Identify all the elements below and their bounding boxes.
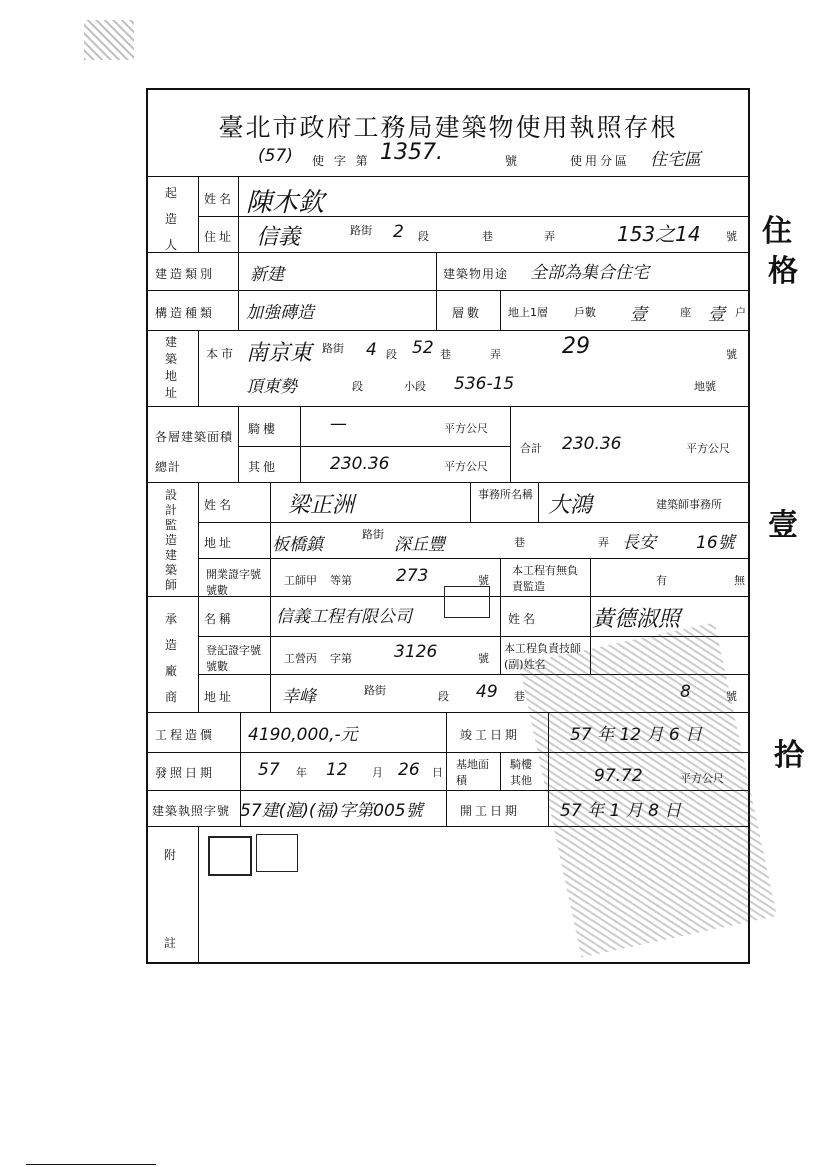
row-line (146, 482, 750, 483)
site-city-label: 本市 (206, 347, 237, 361)
remarks-label-top: 附 (164, 848, 180, 862)
architect-office: 大鴻 (548, 493, 593, 518)
arcade-value: — (330, 414, 347, 434)
architect-lane-suffix: 巷 (514, 536, 525, 549)
completion-label: 竣工日期 (460, 728, 521, 742)
row-line (198, 522, 750, 523)
permit-number-label: 使 字 第 (312, 154, 371, 168)
seal-stamp (256, 834, 298, 872)
total-label: 合計 (520, 442, 542, 455)
architect-responsible-none: 無 (734, 574, 745, 587)
row-line (146, 290, 750, 291)
architect-alley-suffix: 弄 (598, 536, 609, 549)
permit-number: 1357. (380, 140, 443, 165)
site-lot-suffix: 地號 (694, 380, 716, 393)
col-line (238, 406, 239, 482)
contractor-address-label: 地址 (204, 690, 235, 704)
site-number: 29 (562, 334, 590, 359)
col-line (238, 176, 239, 252)
document-title: 臺北市政府工務局建築物使用執照存根 (218, 113, 678, 142)
site-area-unit: 平方公尺 (680, 772, 724, 785)
col-line (198, 176, 199, 252)
contractor-name: 信義工程有限公司 (276, 607, 412, 627)
area-section-label: 各層建築面積總計 (155, 430, 234, 474)
structure-label: 構造種類 (155, 306, 216, 320)
applicant-house-suffix: 號 (726, 230, 737, 243)
site-lane-no: 52 (412, 338, 434, 358)
buildings-suffix: 座 (680, 306, 691, 319)
row-line (146, 406, 750, 407)
col-line (500, 596, 501, 674)
applicant-road-suffix: 路街 (350, 224, 372, 237)
seal-stamp (208, 836, 252, 876)
site-road: 南京東 (246, 341, 313, 366)
applicant-address-label: 住址 (204, 230, 235, 244)
cost-label: 工程造價 (155, 728, 216, 742)
start-label: 開工日期 (460, 804, 521, 818)
row-line (146, 252, 750, 253)
site-land-section-suffix: 段 (352, 380, 363, 393)
architect-office-label: 事務所名稱 (478, 488, 533, 501)
issue-label: 發照日期 (155, 766, 216, 780)
use-value: 全部為集合住宅 (530, 263, 649, 283)
issue-day: 26 (398, 760, 420, 780)
contractor-section-label: 承造廠商 (164, 612, 177, 704)
architect-section-label: 設計監造建築師 (164, 488, 177, 592)
col-line (500, 752, 501, 790)
contractor-person: 黃德淑照 (592, 607, 681, 632)
architect-name: 梁正洲 (288, 493, 355, 518)
completion-value: 57 年 12 月 6 日 (570, 725, 703, 745)
site-subsection-suffix: 小段 (404, 380, 426, 393)
architect-license-suffix: 號 (478, 574, 489, 587)
site-section-suffix: 段 (386, 348, 397, 361)
col-line (198, 482, 199, 712)
architect-number: 16號 (696, 533, 735, 553)
site-section-label: 建築地址 (164, 335, 177, 400)
applicant-lane-suffix: 巷 (482, 230, 493, 243)
applicant-alley-suffix: 弄 (544, 230, 555, 243)
total-unit: 平方公尺 (686, 442, 730, 455)
applicant-section-suffix: 段 (418, 230, 429, 243)
col-line (238, 252, 239, 330)
architect-license-no: 273 (396, 566, 429, 586)
cost-value: 4190,000,-元 (248, 725, 358, 745)
architect-office-suffix: 建築師事務所 (656, 498, 722, 511)
issue-year-suffix: 年 (296, 766, 307, 779)
side-text: 住 (762, 214, 792, 249)
architect-responsible-value: 有 (656, 574, 667, 587)
site-arcade-label: 騎樓 (510, 758, 532, 771)
remarks-label-bottom: 註 (164, 936, 180, 950)
floors-label: 層數 (452, 306, 483, 320)
margin-line (26, 1164, 156, 1165)
col-line (500, 558, 501, 596)
arcade-label: 騎樓 (248, 422, 279, 436)
architect-alley: 長安 (622, 533, 656, 553)
zone-value: 住宅區 (650, 150, 701, 170)
contractor-tech-label: 本工程負責技師(副)姓名 (504, 642, 581, 671)
other-label: 其他 (248, 460, 279, 474)
arcade-unit: 平方公尺 (444, 422, 488, 435)
architect-license-label: 開業證字號號數 (206, 568, 261, 597)
permit-value: 57建(滬)(福)字第005號 (240, 801, 423, 821)
col-line (436, 252, 437, 290)
col-line (270, 522, 271, 596)
site-area-value: 97.72 (594, 766, 643, 786)
use-label: 建築物用途 (443, 267, 509, 281)
architect-town: 板橋鎮 (272, 535, 323, 555)
contractor-road: 幸峰 (282, 687, 316, 707)
floors-value: 地上1層 (508, 306, 548, 319)
col-line (198, 330, 199, 406)
other-value: 230.36 (330, 454, 390, 474)
issue-month: 12 (326, 760, 348, 780)
architect-name-label: 姓名 (204, 498, 235, 512)
site-road-suffix: 路街 (322, 342, 344, 355)
units-label: 戶數 (574, 306, 596, 319)
contractor-alley-no: 8 (680, 682, 691, 702)
contractor-lane-suffix: 巷 (514, 690, 525, 703)
col-line (510, 406, 511, 482)
applicant-section-no: 2 (393, 222, 404, 242)
site-lane-suffix: 巷 (440, 348, 451, 361)
side-text: 拾 (774, 738, 804, 773)
start-value: 57 年 1 月 8 日 (560, 801, 682, 821)
architect-responsible-label: 本工程有無負責監造 (512, 564, 578, 593)
structure-value: 加強磚造 (246, 303, 314, 323)
issue-year: 57 (258, 760, 280, 780)
category-value: 新建 (250, 265, 284, 285)
site-area-label: 基地面積 (456, 758, 489, 787)
side-text: 壹 (768, 508, 798, 543)
contractor-road-suffix: 路街 (364, 684, 386, 697)
buildings-value: 壹 (630, 305, 647, 325)
site-number-suffix: 號 (726, 348, 737, 361)
site-section-no: 4 (366, 340, 377, 360)
contractor-alley-suffix: 號 (726, 690, 737, 703)
zone-label: 使用分區 (570, 154, 631, 168)
contractor-reg-no: 3126 (394, 642, 438, 662)
contractor-person-label: 姓名 (508, 612, 539, 626)
applicant-house-no: 153之14 (617, 222, 701, 246)
other-unit: 平方公尺 (444, 460, 488, 473)
architect-road-suffix: 路街 (362, 528, 384, 541)
col-line (590, 558, 591, 596)
category-label: 建造類別 (155, 267, 216, 281)
col-line (500, 290, 501, 330)
col-line (300, 406, 301, 482)
issue-day-suffix: 日 (432, 766, 443, 779)
col-line (538, 482, 539, 522)
architect-road: 深丘豐 (394, 535, 445, 555)
row-line (146, 176, 750, 177)
units-suffix: 户 (735, 306, 746, 319)
row-line (238, 446, 510, 447)
architect-license-mid: 等第 (330, 574, 352, 587)
col-line (470, 482, 471, 522)
architect-address-label: 地址 (204, 536, 235, 550)
applicant-name-label: 姓名 (204, 192, 235, 206)
side-text: 格 (768, 254, 798, 289)
permit-number-suffix: 號 (505, 154, 521, 168)
applicant-road: 信義 (256, 225, 301, 250)
total-value: 230.36 (562, 434, 622, 454)
permit-label: 建築執照字號 (152, 804, 231, 818)
col-line (198, 826, 199, 964)
contractor-name-label: 名稱 (204, 612, 235, 626)
contractor-reg-grade: 工營丙 (284, 652, 317, 665)
site-alley-suffix: 弄 (490, 348, 501, 361)
col-line (270, 482, 271, 522)
contractor-reg-label: 登記證字號號數 (206, 644, 261, 673)
contractor-reg-mid: 字第 (330, 652, 352, 665)
permit-prefix: (57) (258, 146, 293, 166)
site-other-label: 其他 (510, 774, 532, 787)
site-lot-no: 536-15 (454, 374, 515, 394)
units-value: 壹 (708, 305, 725, 325)
applicant-name: 陳木欽 (246, 188, 325, 218)
scan-noise (84, 20, 134, 60)
row-line (198, 558, 750, 559)
issue-month-suffix: 月 (372, 766, 383, 779)
site-land-section: 頂東勢 (246, 377, 297, 397)
contractor-reg-suffix: 號 (478, 652, 489, 665)
architect-license-grade: 工師甲 (284, 574, 317, 587)
contractor-section-suffix: 段 (438, 690, 449, 703)
col-line (436, 290, 437, 330)
col-line (270, 596, 271, 712)
row-line (146, 330, 750, 331)
company-seal-stamp (444, 586, 490, 618)
applicant-section-label: 起造人 (164, 186, 177, 252)
contractor-lane-no: 49 (476, 682, 498, 702)
col-line (446, 712, 447, 826)
